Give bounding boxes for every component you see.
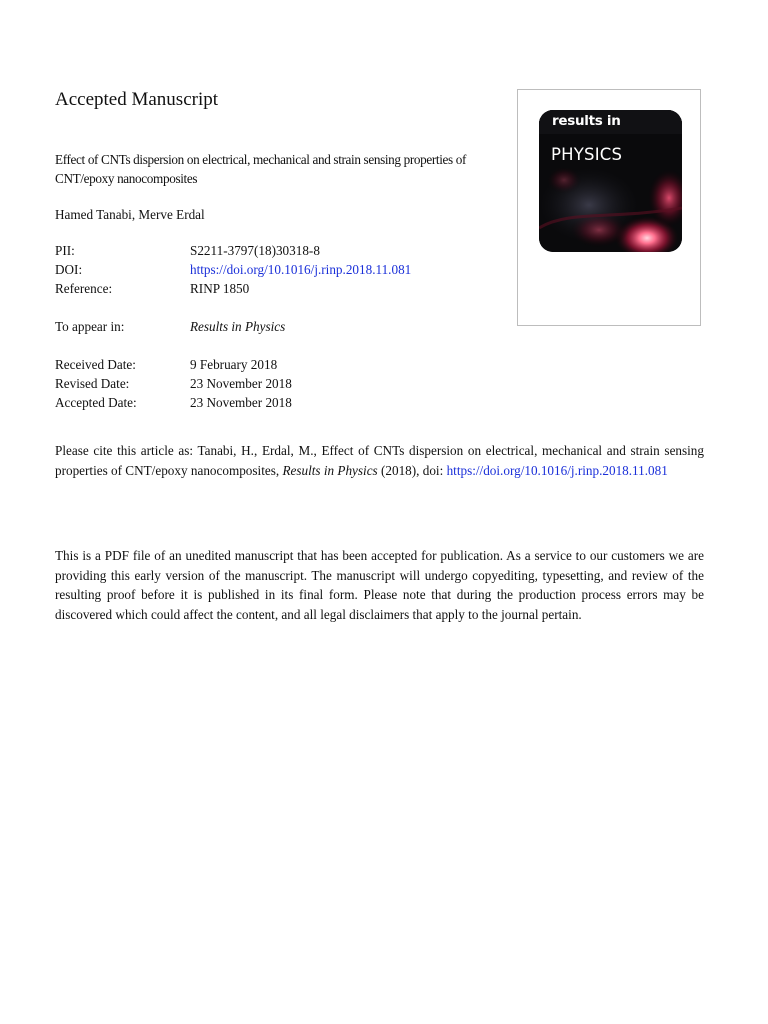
revised-label: Revised Date: (55, 376, 130, 391)
reference-value: RINP 1850 (190, 281, 250, 296)
citation-text: Please cite this article as: Tanabi, H., Erdal, M., Effect of CNTs dispersion on electrical, mechanical and strain sensing properties of CNT/epoxy nanocomposites, (55, 443, 704, 478)
disclaimer-paragraph: This is a PDF file of an unedited manuscript that has been accepted for publication. As a service to our customers we are providing this early version of the manuscript. The manuscript will undergo copyediting, typesetting, and review of the resulting proof before it is published in its final form. Please note that during the production process errors may be discovered which could affect the content, and all legal disclaimers that apply to the journal pertain. (55, 548, 704, 622)
accepted-label: Accepted Date: (55, 395, 137, 410)
journal-cover-image (539, 110, 682, 252)
citation-journal: Results in Physics (282, 462, 378, 478)
citation-paragraph (55, 441, 704, 480)
accepted-value: 23 November 2018 (190, 395, 292, 410)
appear-label: To appear in: (55, 319, 125, 334)
pii-value: S2211-3797(18)30318-8 (190, 243, 320, 258)
citation-year-doi: (2018), doi: (380, 462, 444, 478)
cover-brand-text: results in (552, 113, 621, 129)
received-value: 9 February 2018 (190, 357, 278, 372)
appear-journal: Results in Physics (190, 319, 286, 334)
pii-label: PII: (55, 243, 75, 258)
doi-link[interactable]: https://doi.org/10.1016/j.rinp.2018.11.081 (190, 262, 412, 277)
article-authors: Hamed Tanabi, Merve Erdal (55, 207, 205, 222)
date-list (55, 355, 292, 412)
revised-value: 23 November 2018 (190, 376, 292, 391)
appear-in (55, 317, 285, 336)
identifier-row-reference (55, 279, 411, 298)
page-heading: Accepted Manuscript (55, 89, 219, 110)
citation-doi-link[interactable]: https://doi.org/10.1016/j.rinp.2018.11.081 (446, 462, 668, 478)
doi-label: DOI: (55, 262, 83, 277)
identifier-row-doi (55, 260, 411, 279)
article-title: Effect of CNTs dispersion on electrical, mechanical and strain sensing properties of CNT/epoxy nanocomposites (55, 152, 467, 186)
cover-journal-title: PHYSICS (551, 145, 623, 164)
identifier-row-pii (55, 241, 411, 260)
date-row-revised (55, 374, 292, 393)
appear-row (55, 317, 285, 336)
reference-label: Reference: (55, 281, 113, 296)
date-row-received (55, 355, 292, 374)
identifier-list (55, 241, 411, 298)
received-label: Received Date: (55, 357, 136, 372)
date-row-accepted (55, 393, 292, 412)
